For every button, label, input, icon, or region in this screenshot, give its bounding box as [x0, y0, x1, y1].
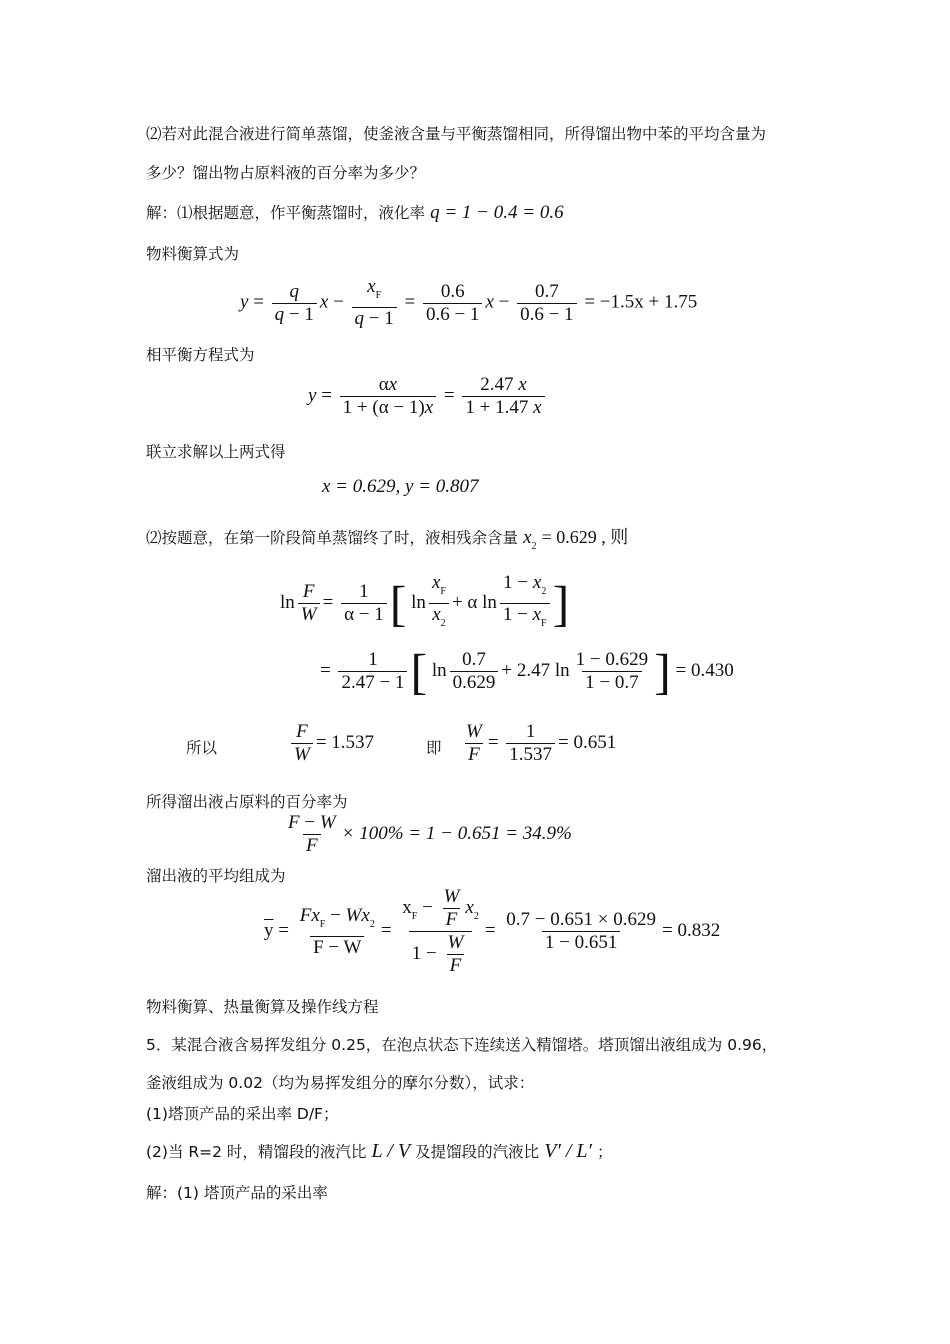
problem-5-question-2-prefix: (2)当 R=2 时，精馏段的液汽比	[146, 1143, 367, 1161]
problem-5-solution: 解：(1) 塔顶产品的采出率	[146, 1184, 328, 1202]
so-label: 所以	[186, 739, 218, 757]
problem-5-line-1: 5．某混合液含易挥发组分 0.25，在泡点状态下连续送入精馏塔。塔顶馏出液组成为 0.96，	[146, 1036, 778, 1054]
solution-2-prefix: ⑵按题意，在第一阶段简单蒸馏终了时，液相残余含量	[146, 529, 519, 547]
rayleigh-equation: ln $\frac{F}{W}$ = $\frac{1}{\alpha - 1}$ [ ln $\frac{x_F}{x_2}$ + α ln $\frac{1 - x_2}{1 - x_F}$ ]	[280, 572, 569, 635]
problem-5-question-1: (1)塔顶产品的采出率 D/F；	[146, 1105, 339, 1123]
equilibrium-result: x = 0.629, y = 0.807	[322, 476, 479, 497]
solution-1-prefix: 解：⑴根据题意，作平衡蒸馏时，液化率	[146, 204, 426, 222]
rayleigh-substitution: = $\frac{1}{2.47 - 1}$ [ ln $\frac{0.7}{0.629}$ + 2.47 ln $\frac{1 - 0.629}{1 - 0.7}$ ] = 0.430	[320, 643, 734, 700]
solution-2-value: = 0.629 , 则	[541, 527, 629, 547]
material-balance-label: 物料衡算式为	[146, 245, 240, 263]
operating-line-equation: y = $\frac{q}{q - 1}$ x − $\frac{x_F}{q - 1}$ = $\frac{0.6}{0.6 - 1}$ x − $\frac{0.7}{0.6 - 1}$ = −1.5x + 1.75	[240, 276, 698, 329]
section-title: 物料衡算、热量衡算及操作线方程	[146, 998, 379, 1016]
distillate-percentage-result: × 100% = 1 − 0.651 = 34.9%	[341, 822, 572, 844]
problem-5-question-2: (2)当 R=2 时，精馏段的液汽比 L / V 及提馏段的汽液比 V′ / L′ ；	[146, 1140, 613, 1162]
equilibrium-label: 相平衡方程式为	[146, 346, 255, 364]
f-over-w: $\frac{F}{W}$ = 1.537	[288, 721, 374, 766]
question-2-line-1: ⑵若对此混合液进行简单蒸馏，使釜液含量与平衡蒸馏相同，所得馏出物中苯的平均含量为	[146, 125, 767, 143]
question-2-line-2: 多少？馏出物占原料液的百分率为多少？	[146, 164, 426, 182]
solution-1-line	[146, 203, 564, 223]
average-composition-label: 溜出液的平均组成为	[146, 867, 286, 885]
distillate-percentage-equation: $\frac{F - W}{F}$ × 100% = 1 − 0.651 = 34.9%	[288, 812, 572, 856]
distillate-percentage-label: 所得溜出液占原料的百分率为	[146, 793, 348, 811]
w-over-f: $\frac{W}{F}$ = $\frac{1}{1.537}$ = 0.651	[466, 721, 617, 765]
rayleigh-result: = 0.430	[675, 659, 734, 681]
simultaneous-label: 联立求解以上两式得	[146, 443, 286, 461]
problem-5-question-2-mid: 及提馏段的汽液比	[415, 1143, 540, 1161]
w-over-f-value: = 0.651	[558, 731, 617, 753]
operating-line-rhs: = −1.5x + 1.75	[584, 291, 698, 313]
solution-2-line: ⑵按题意，在第一阶段简单蒸馏终了时，液相残余含量 $x_2 = 0.629$ , 则	[146, 527, 629, 552]
equilibrium-equation: y = $\frac{\alpha x}{1 + (\alpha - 1)x}$ = $\frac{2.47 x}{1 + 1.47 x}$	[308, 374, 548, 419]
liquefaction-rate-eq: q = 1 − 0.4 = 0.6	[430, 202, 564, 223]
f-over-w-value: = 1.537	[315, 731, 375, 753]
problem-5-question-2-end: ；	[597, 1143, 613, 1161]
problem-5-line-2: 釜液组成为 0.02（均为易挥发组分的摩尔分数），试求：	[146, 1074, 535, 1092]
ie-label: 即	[426, 739, 442, 757]
average-composition-result: = 0.832	[661, 919, 721, 941]
average-composition-equation: $\overline{y}$ = $\frac{Fx_F - Wx_2}{F - W}$ = $x_F$ − $\frac{W}{F}$ $x_2$ 1 − $\frac{W}{F}$ = $\frac{0.7 - 0.651 \times 0.629}{1 - 0.651}$ = 0.832	[264, 886, 721, 976]
